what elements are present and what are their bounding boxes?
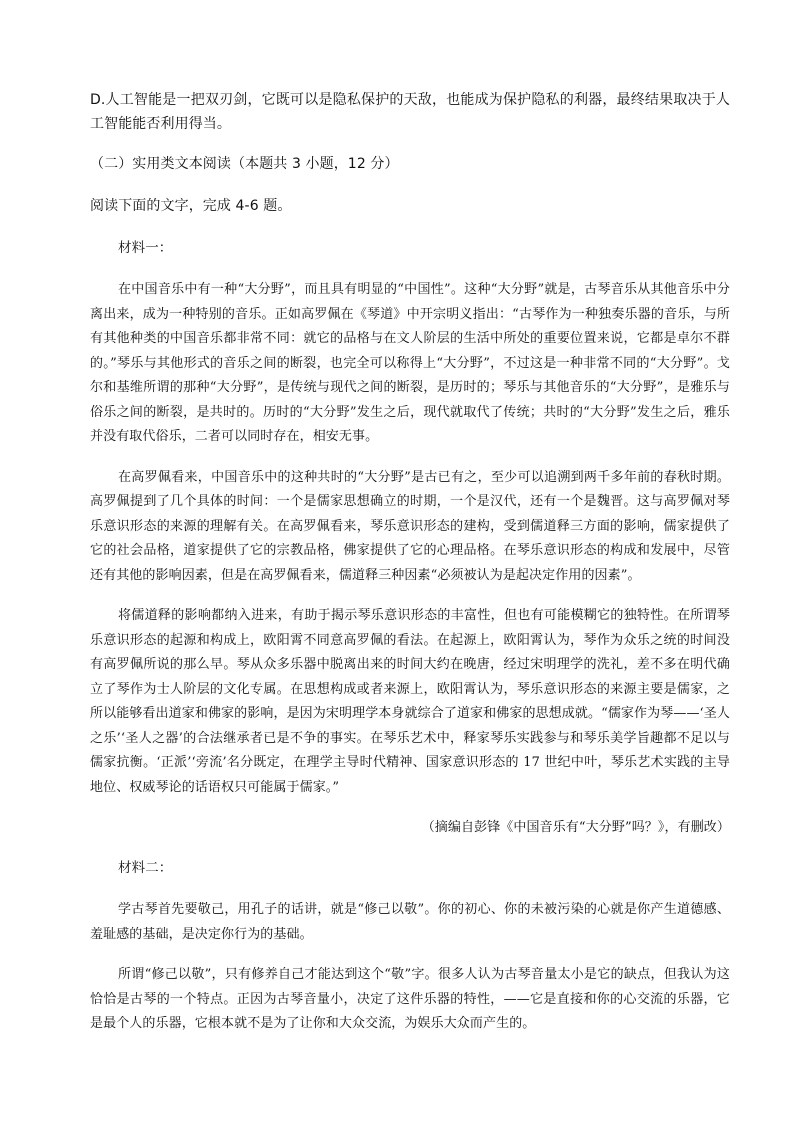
material-2-paragraph-2: 所谓“修己以敬”，只有修养自己才能达到这个“敬”字。很多人认为古琴音量太小是它的缺点，但我认为这恰恰是古琴的一个特点。正因为古琴音量小，决定了这件乐器的特性，——它是直接和你的心交流的乐器，它是最个人的乐器，它根本就不是为了让你和大众交流，为娱乐大众而产生的。 bbox=[90, 967, 730, 1031]
material-1-source: （摘编自彭锋《中国音乐有“大分野”吗？》，有删改） bbox=[421, 820, 730, 835]
material-2-paragraph-1: 学古琴首先要敬己，用孔子的话讲，就是“修己以敬”。你的初心、你的未被污染的心就是你产生道德感、羞耻感的基础，是决定你行为的基础。 bbox=[90, 902, 730, 942]
option-d: D.人工智能是一把双刃剑，它既可以是隐私保护的天敌，也能成为保护隐私的利器，最终结果取决于人工智能能否利用得当。 bbox=[90, 92, 730, 132]
section-title: （二）实用类文本阅读（本题共 3 小题，12 分） bbox=[90, 156, 399, 172]
material-1-label: 材料一： bbox=[118, 240, 173, 256]
material-1-paragraph-2: 在高罗佩看来，中国音乐中的这种共时的“大分野”是古已有之，至少可以追溯到两千多年前的春秋时期。高罗佩提到了几个具体的时间：一个是儒家思想确立的时期，一个是汉代，还有一个是魏晋。这与高罗佩对琴乐意识形态的来源的理解有关。在高罗佩看来，琴乐意识形态的建构，受到儒道释三方面的影响，儒家提供了它的社会品格，道家提供了它的宗教品格，佛家提供了它的心理品格。在琴乐意识形态的构成和发展中，尽管还有其他的影响因素，但是在高罗佩看来，儒道释三种因素“必须被认为是起决定作用的因素”。 bbox=[90, 469, 730, 583]
material-1-paragraph-1: 在中国音乐中有一种“大分野”，而且具有明显的“中国性”。这种“大分野”就是，古琴音乐从其他音乐中分离出来，成为一种特别的音乐。正如高罗佩在《琴道》中开宗明义指出：“古琴作为一种独奏乐器的音乐，与所有其他种类的中国音乐都非常不同：就它的品格与在文人阶层的生活中所处的重要位置来说，它都是卓尔不群的。”琴乐与其他形式的音乐之间的断裂，也完全可以称得上“大分野”，不过这是一种非常不同的“大分野”。戈尔和基维所谓的那种“大分野”，是传统与现代之间的断裂，是历时的；琴乐与其他音乐的“大分野”，是雅乐与俗乐之间的断裂，是共时的。历时的“大分野”发生之后，现代就取代了传统；共时的“大分野”发生之后，雅乐并没有取代俗乐，二者可以同时存在，相安无事。 bbox=[90, 282, 730, 444]
instruction: 阅读下面的文字，完成 4-6 题。 bbox=[90, 198, 292, 214]
material-2-label: 材料二： bbox=[118, 860, 173, 876]
document-page bbox=[90, 88, 730, 1053]
material-1-paragraph-3: 将儒道释的影响都纳入进来，有助于揭示琴乐意识形态的丰富性，但也有可能模糊它的独特性。在所谓琴乐意识形态的起源和构成上，欧阳霄不同意高罗佩的看法。在起源上，欧阳霄认为，琴作为众乐之统的时间没有高罗佩所说的那么早。琴从众多乐器中脱离出来的时间大约在晚唐，经过宋明理学的洗礼，差不多在明代确立了琴作为士人阶层的文化专属。在思想构成或者来源上，欧阳霄认为，琴乐意识形态的来源主要是儒家，之所以能够看出道家和佛家的影响，是因为宋明理学本身就综合了道家和佛家的思想成就。“儒家作为琴——‘圣人之乐’‘圣人之器’的合法继承者已是不争的事实。在琴乐艺术中，释家琴乐实践参与和琴乐美学旨趣都不足以与儒家抗衡。‘正派’‘旁流’名分既定，在理学主导时代精神、国家意识形态的 17 世纪中叶，琴乐艺术实践的主导地位、权威琴论的话语权只可能属于儒家。” bbox=[90, 608, 730, 795]
